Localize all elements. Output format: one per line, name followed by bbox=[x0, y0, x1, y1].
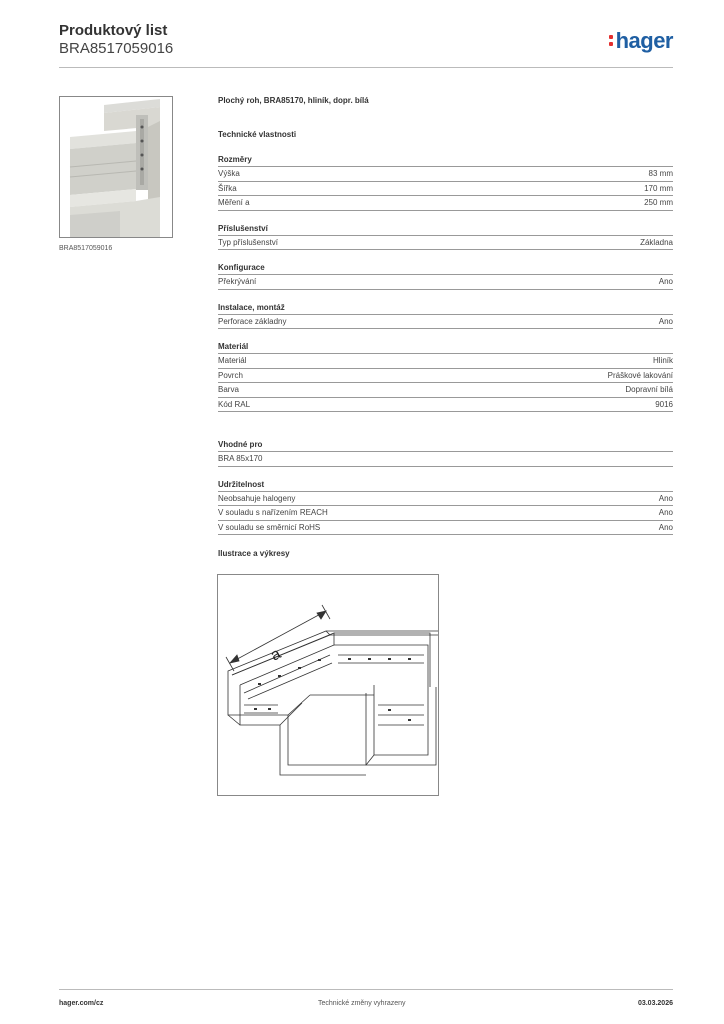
spec-value: Ano bbox=[658, 316, 673, 326]
page-header bbox=[59, 22, 673, 68]
spec-content bbox=[218, 96, 673, 561]
spec-row bbox=[218, 275, 673, 290]
logo-dots-icon bbox=[609, 35, 614, 47]
section-title: Materiál bbox=[218, 342, 673, 354]
section-title: Konfigurace bbox=[218, 263, 673, 275]
spec-value: 83 mm bbox=[648, 169, 673, 178]
spec-row bbox=[218, 236, 673, 251]
corner-drawing-icon bbox=[218, 575, 438, 795]
spec-row bbox=[218, 452, 673, 467]
tech-properties-heading: Technické vlastnosti bbox=[218, 130, 297, 139]
product-photo bbox=[59, 96, 173, 238]
section-accessories bbox=[218, 224, 673, 251]
spec-label: Typ příslušenství bbox=[218, 237, 279, 247]
spec-label: V souladu s nařízením REACH bbox=[218, 508, 328, 517]
section-title: Instalace, montáž bbox=[218, 303, 673, 315]
spec-row bbox=[218, 398, 673, 413]
spec-value: Práškové lakování bbox=[607, 370, 673, 380]
spec-value: 170 mm bbox=[644, 183, 673, 193]
spec-label: Kód RAL bbox=[218, 399, 251, 409]
spec-label: Materiál bbox=[218, 356, 247, 365]
spec-value: Hliník bbox=[652, 356, 673, 365]
spec-value: 9016 bbox=[655, 399, 673, 409]
hager-logo bbox=[609, 28, 673, 54]
spec-value: Základna bbox=[640, 237, 673, 247]
spec-label: Měření a bbox=[218, 198, 250, 207]
spec-value: Ano bbox=[658, 493, 673, 503]
product-photo-caption: BRA8517059016 bbox=[59, 245, 113, 252]
spec-label: BRA 85x170 bbox=[218, 454, 263, 463]
spec-label: Povrch bbox=[218, 370, 243, 380]
section-material bbox=[218, 342, 673, 412]
section-installation bbox=[218, 303, 673, 330]
spec-label: Barva bbox=[218, 385, 239, 394]
section-title: Vhodné pro bbox=[218, 440, 673, 452]
spec-label: Šířka bbox=[218, 183, 237, 193]
page-footer bbox=[59, 989, 673, 1013]
spec-row bbox=[218, 315, 673, 330]
spec-value: 250 mm bbox=[644, 198, 673, 207]
spec-label: Překrývání bbox=[218, 277, 257, 286]
product-name: Plochý roh, BRA85170, hliník, dopr. bílá bbox=[218, 96, 369, 105]
corner-trunking-photo-icon bbox=[60, 97, 173, 238]
footer-date: 03.03.2026 bbox=[637, 1000, 673, 1007]
section-title: Udržitelnost bbox=[218, 480, 673, 492]
spec-value: Ano bbox=[658, 522, 673, 532]
footer-note: Technické změny vyhrazeny bbox=[318, 1000, 406, 1007]
logo-text: hager bbox=[615, 28, 673, 53]
spec-row bbox=[218, 506, 673, 521]
spec-label: Perforace základny bbox=[218, 316, 287, 326]
illustrations-heading: Ilustrace a výkresy bbox=[218, 549, 290, 558]
section-title: Příslušenství bbox=[218, 224, 673, 236]
spec-label: V souladu se směrnicí RoHS bbox=[218, 522, 321, 532]
spec-label: Neobsahuje halogeny bbox=[218, 493, 296, 503]
dimension-label: a bbox=[267, 645, 284, 665]
section-dimensions bbox=[218, 155, 673, 211]
spec-row bbox=[218, 167, 673, 182]
technical-drawing bbox=[217, 574, 439, 796]
product-code: BRA8517059016 bbox=[59, 40, 174, 57]
section-sustainability bbox=[218, 480, 673, 536]
spec-row bbox=[218, 383, 673, 398]
spec-row bbox=[218, 369, 673, 384]
section-configuration bbox=[218, 263, 673, 290]
page-title: Produktový list bbox=[59, 22, 168, 39]
spec-row bbox=[218, 492, 673, 507]
section-title: Rozměry bbox=[218, 155, 673, 167]
spec-row bbox=[218, 182, 673, 197]
section-suitable-for bbox=[218, 440, 673, 467]
footer-website-link[interactable]: hager.com/cz bbox=[59, 1000, 104, 1007]
spec-row bbox=[218, 196, 673, 211]
spec-value: Ano bbox=[658, 508, 673, 517]
spec-value: Ano bbox=[658, 277, 673, 286]
spec-row bbox=[218, 354, 673, 369]
spec-row bbox=[218, 521, 673, 536]
spec-label: Výška bbox=[218, 169, 240, 178]
spec-value: Dopravní bílá bbox=[625, 385, 673, 394]
